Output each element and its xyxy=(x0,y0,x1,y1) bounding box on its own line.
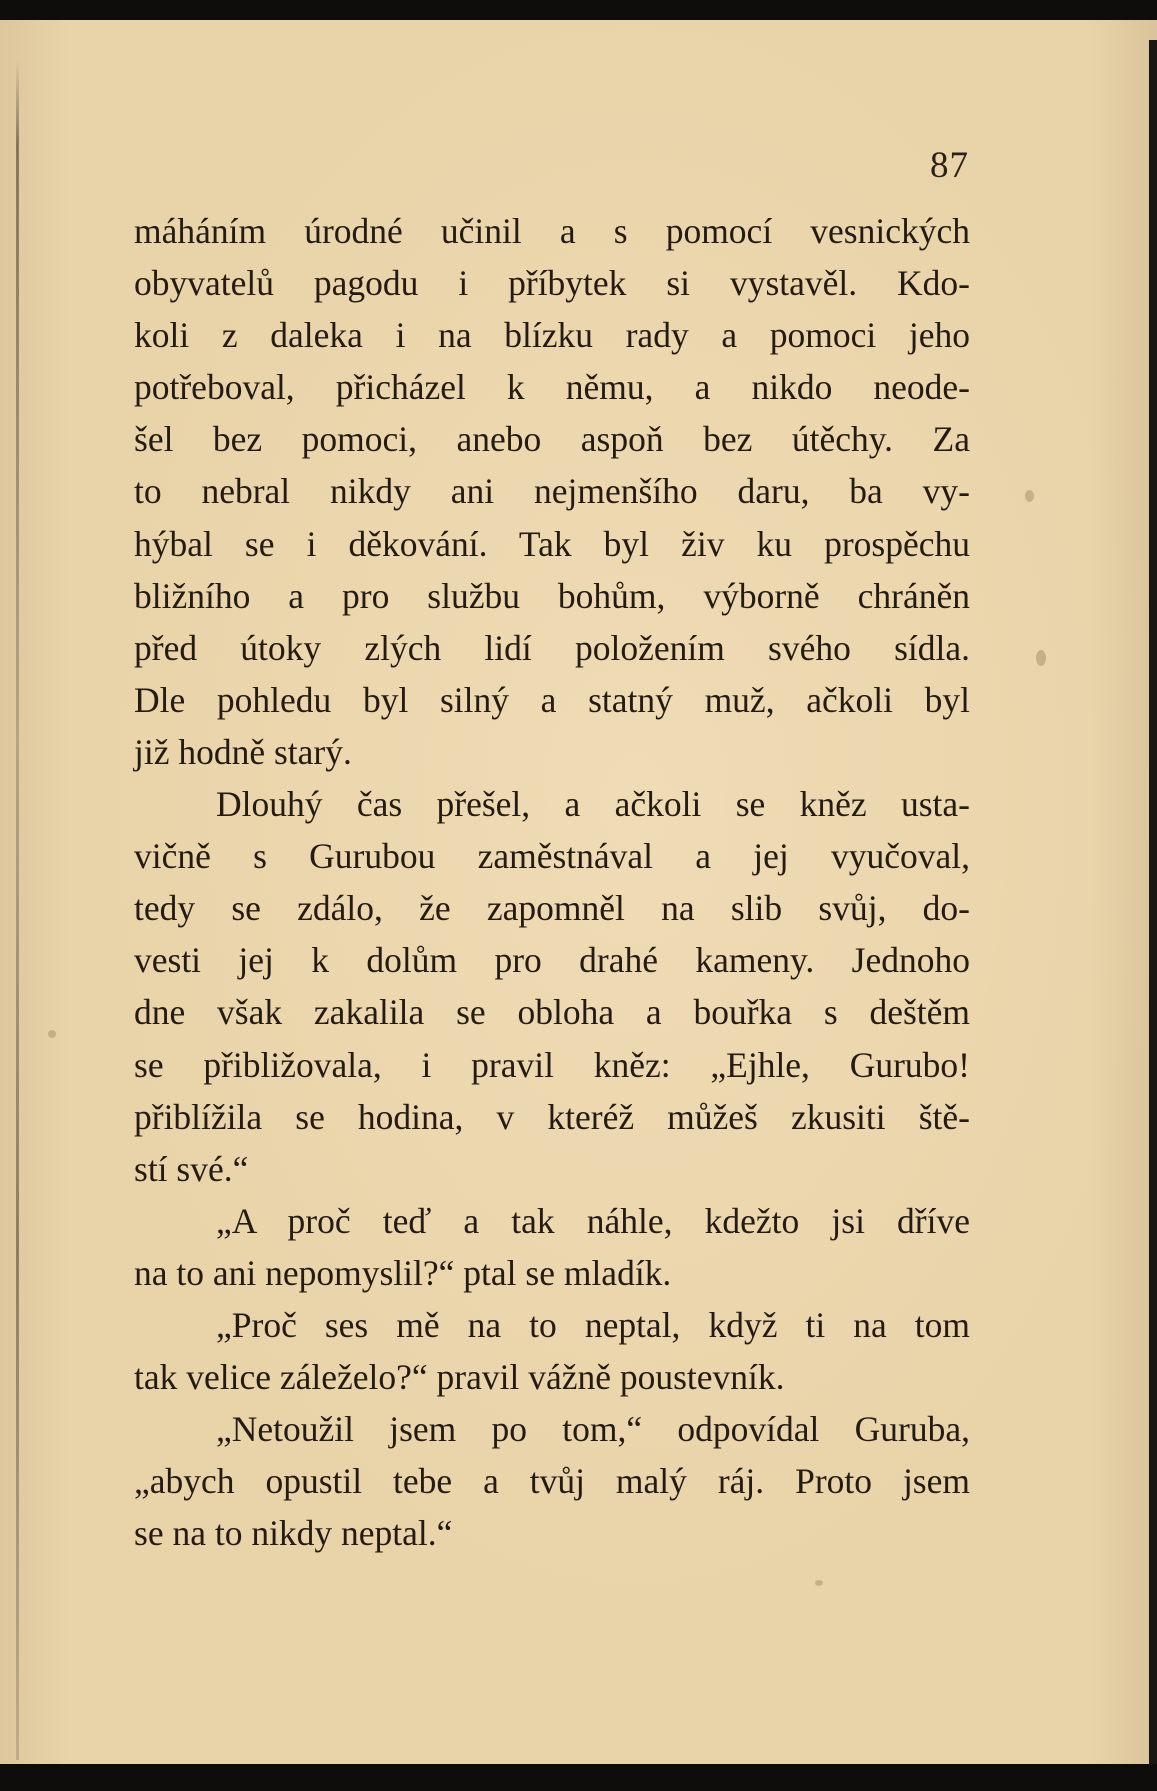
text-line: vičně s Gurubou zaměstnával a jej vyučoval, xyxy=(134,836,970,877)
text-line: „Netoužil jsem po tom,“ odpovídal Guruba, xyxy=(216,1409,970,1450)
text-line: hýbal se i děkování. Tak byl živ ku prospěchu xyxy=(134,523,970,564)
page-text-block xyxy=(134,205,970,1559)
text-line: „A proč teď a tak náhle, kdežto jsi dříve xyxy=(216,1200,970,1241)
text-line: vesti jej k dolům pro drahé kameny. Jednoho xyxy=(134,940,970,981)
paper-speck xyxy=(815,1580,823,1586)
scan-bottom-border xyxy=(0,1764,1157,1791)
paper-speck xyxy=(48,1030,56,1038)
text-line: šel bez pomoci, anebo aspoň bez útěchy. Za xyxy=(134,419,970,460)
text-line: obyvatelů pagodu i příbytek si vystavěl. Kdo- xyxy=(134,263,970,304)
text-line: potřeboval, přicházel k němu, a nikdo neode- xyxy=(134,367,970,408)
text-line: dne však zakalila se obloha a bouřka s deštěm xyxy=(134,992,970,1033)
text-line: Dlouhý čas přešel, a ačkoli se kněz usta- xyxy=(216,784,970,825)
text-line: na to ani nepomyslil?“ ptal se mladík. xyxy=(134,1252,672,1293)
text-line: „abych opustil tebe a tvůj malý ráj. Proto jsem xyxy=(134,1461,970,1502)
text-line: se přibližovala, i pravil kněz: „Ejhle, Gurubo! xyxy=(134,1044,970,1085)
text-line: „Proč ses mě na to neptal, když ti na tom xyxy=(216,1304,970,1345)
scan-top-border xyxy=(0,0,1157,20)
text-line: stí své.“ xyxy=(134,1148,249,1189)
text-line: bližního a pro službu bohům, výborně chráněn xyxy=(134,575,970,616)
text-line: již hodně starý. xyxy=(134,731,352,772)
text-line: přiblížila se hodina, v kteréž můžeš zkusiti ště- xyxy=(134,1096,970,1137)
text-line: Dle pohledu byl silný a statný muž, ačkoli byl xyxy=(134,679,970,720)
book-page xyxy=(0,20,1157,1764)
page-binding-edge xyxy=(16,60,19,1760)
scan-right-border xyxy=(1149,40,1157,1784)
paper-speck xyxy=(1025,490,1034,502)
text-line: tedy se zdálo, že zapomněl na slib svůj, do- xyxy=(134,888,970,929)
text-line: tak velice záleželo?“ pravil vážně poustevník. xyxy=(134,1357,785,1398)
text-line: koli z daleka i na blízku rady a pomoci jeho xyxy=(134,315,970,356)
text-line: máháním úrodné učinil a s pomocí vesnických xyxy=(134,211,970,251)
paper-speck xyxy=(1036,650,1046,666)
text-line: před útoky zlých lidí položením svého sídla. xyxy=(134,627,970,668)
page-number: 87 xyxy=(930,145,969,186)
text-line: to nebral nikdy ani nejmenšího daru, ba vy- xyxy=(134,471,970,512)
text-line: se na to nikdy neptal.“ xyxy=(134,1513,453,1554)
